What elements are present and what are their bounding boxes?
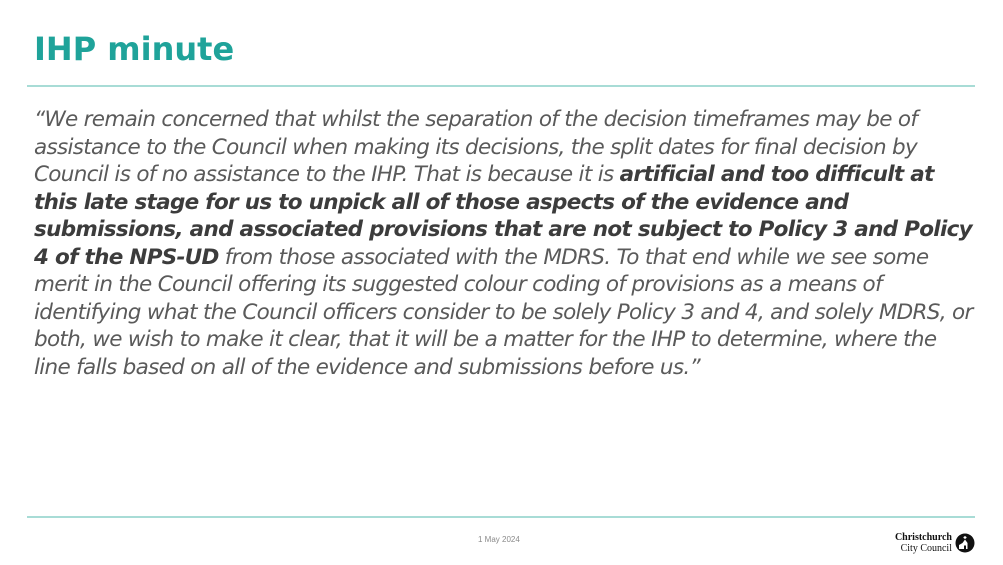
logo-line1: Christchurch: [894, 532, 952, 543]
footer-divider: [27, 516, 975, 518]
footer-date: 1 May 2024: [478, 535, 520, 544]
logo-text: [892, 532, 952, 554]
quote-text-part1: “We remain concerned that whilst the separation of the decision timeframes may be of assistance to the Council when making its decisions, the split dates for final decision by Council is of no assistance to the IHP. That is because it is: [34, 107, 918, 187]
minute-quote: [34, 106, 974, 381]
council-logo: [892, 532, 976, 556]
title-divider: [27, 85, 975, 87]
quote-bold-text: artificial and too difficult at this late stage for us to unpick all of those aspects of the evidence and submissions, and associated provisions that are not subject to Policy 3 and Policy 4 of the NPS-UD: [34, 162, 972, 270]
quote-text-part2: from those associated with the MDRS. To that end while we see some merit in the Council offering its suggested colour coding of provisions as a means of identifying what the Council officers consider to be solely Policy 3 and 4, and solely MDRS, or both, we wish to make it clear, that it will be a matter for the IHP to determine, where the line falls based on all of the evidence and submissions before us.”: [34, 244, 973, 380]
cathedral-logo-icon: [955, 533, 975, 553]
slide-title: IHP minute: [34, 30, 235, 68]
logo-line2: City Council: [900, 543, 952, 554]
